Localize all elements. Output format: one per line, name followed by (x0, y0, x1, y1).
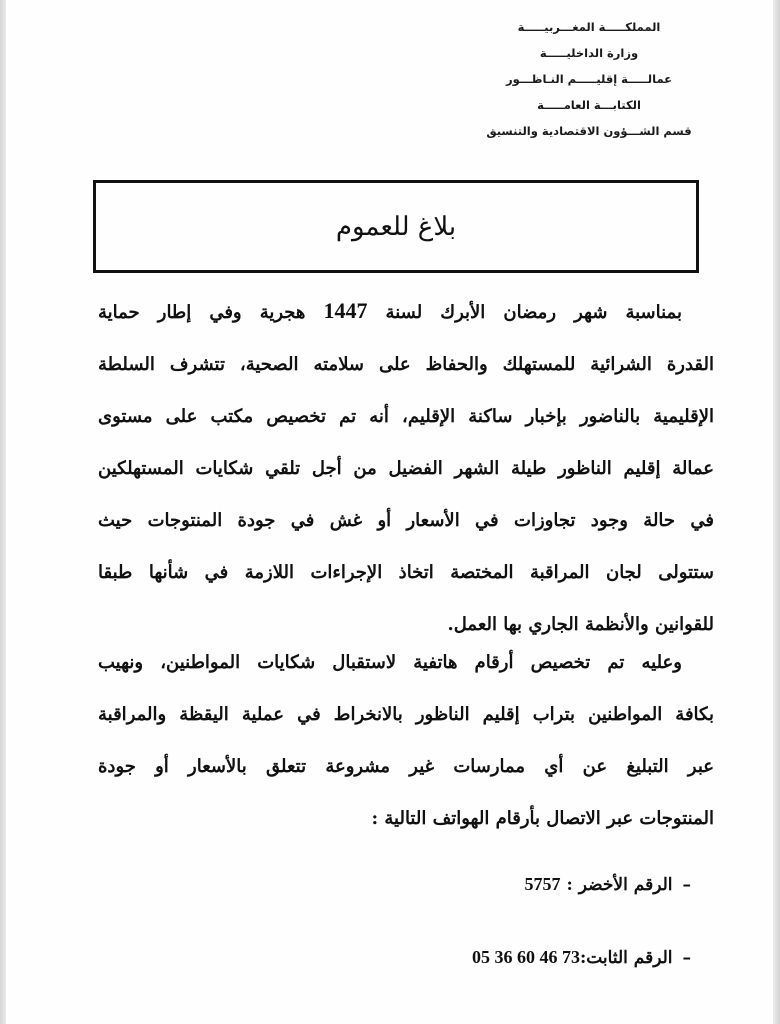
letterhead (479, 14, 699, 144)
list-dash: – (682, 875, 691, 895)
document-page (6, 0, 773, 1024)
scan-edge-right (773, 0, 780, 1024)
text-segment: هجرية وفي إطار حماية (98, 302, 324, 323)
paragraph-line: المنتوجات عبر الاتصال بأرقام الهواتف التالية : (371, 808, 714, 829)
text-segment: بمناسبة شهر رمضان الأبرك لسنة (367, 302, 682, 323)
letterhead-ministry: وزارة الداخليـــــة (539, 46, 639, 60)
paragraph-line: للقوانين والأنظمة الجاري بها العمل. (447, 614, 714, 635)
phone-label: الرقم الأخضر (578, 875, 673, 895)
list-dash: – (682, 948, 691, 968)
paragraph-line: وعليه تم تخصيص أرقام هاتفية لاستقبال شكايات المواطنين، ونهيب (98, 652, 682, 673)
paragraph-line: في حالة وجود تجاوزات في الأسعار أو غش في جودة المنتوجات حيث (98, 510, 714, 531)
phone-list (460, 848, 691, 994)
paragraph-line: عبر التبليغ عن أي ممارسات غير مشروعة تتعلق بالأسعار أو جودة (98, 756, 714, 777)
paragraph-line (98, 285, 714, 339)
phone-item-landline (460, 921, 691, 994)
letterhead-secretariat: الكتابـــة العامـــــة (537, 98, 641, 112)
letterhead-kingdom: المملكـــــة المغـــربيـــــة (517, 20, 661, 34)
title-box (93, 180, 699, 273)
year-number: 1447 (323, 298, 368, 323)
phone-item-green-number (460, 848, 691, 921)
phone-separator: : (566, 875, 573, 895)
paragraph-line: ستتولى لجان المراقبة المختصة اتخاذ الإجراءات اللازمة في شأنها طبقا (98, 562, 714, 583)
phone-value: 5757 (524, 874, 561, 894)
paragraph-phone-numbers (98, 637, 714, 845)
paragraph-line: عمالة إقليم الناظور طيلة الشهر الفضيل من أجل تلقي شكايات المستهلكين (98, 458, 714, 479)
paragraph-announcement (98, 285, 714, 651)
phone-value: 05 36 60 46 73 (471, 947, 580, 967)
document-title: بلاغ للعموم (335, 211, 457, 242)
paragraph-line: القدرة الشرائية للمستهلك والحفاظ على سلامته الصحية، تتشرف السلطة (98, 354, 714, 375)
phone-label: الرقم الثابت: (579, 948, 673, 968)
letterhead-division: قسم الشـــؤون الاقتصادية والتنسيق (486, 124, 692, 138)
letterhead-province: عمالـــــة إقليـــــم النـاظـــور (505, 72, 673, 86)
paragraph-line: بكافة المواطنين بتراب إقليم الناظور بالانخراط في عملية اليقظة والمراقبة (98, 704, 714, 725)
paragraph-line: الإقليمية بالناضور بإخبار ساكنة الإقليم، أنه تم تخصيص مكتب على مستوى (98, 406, 714, 427)
